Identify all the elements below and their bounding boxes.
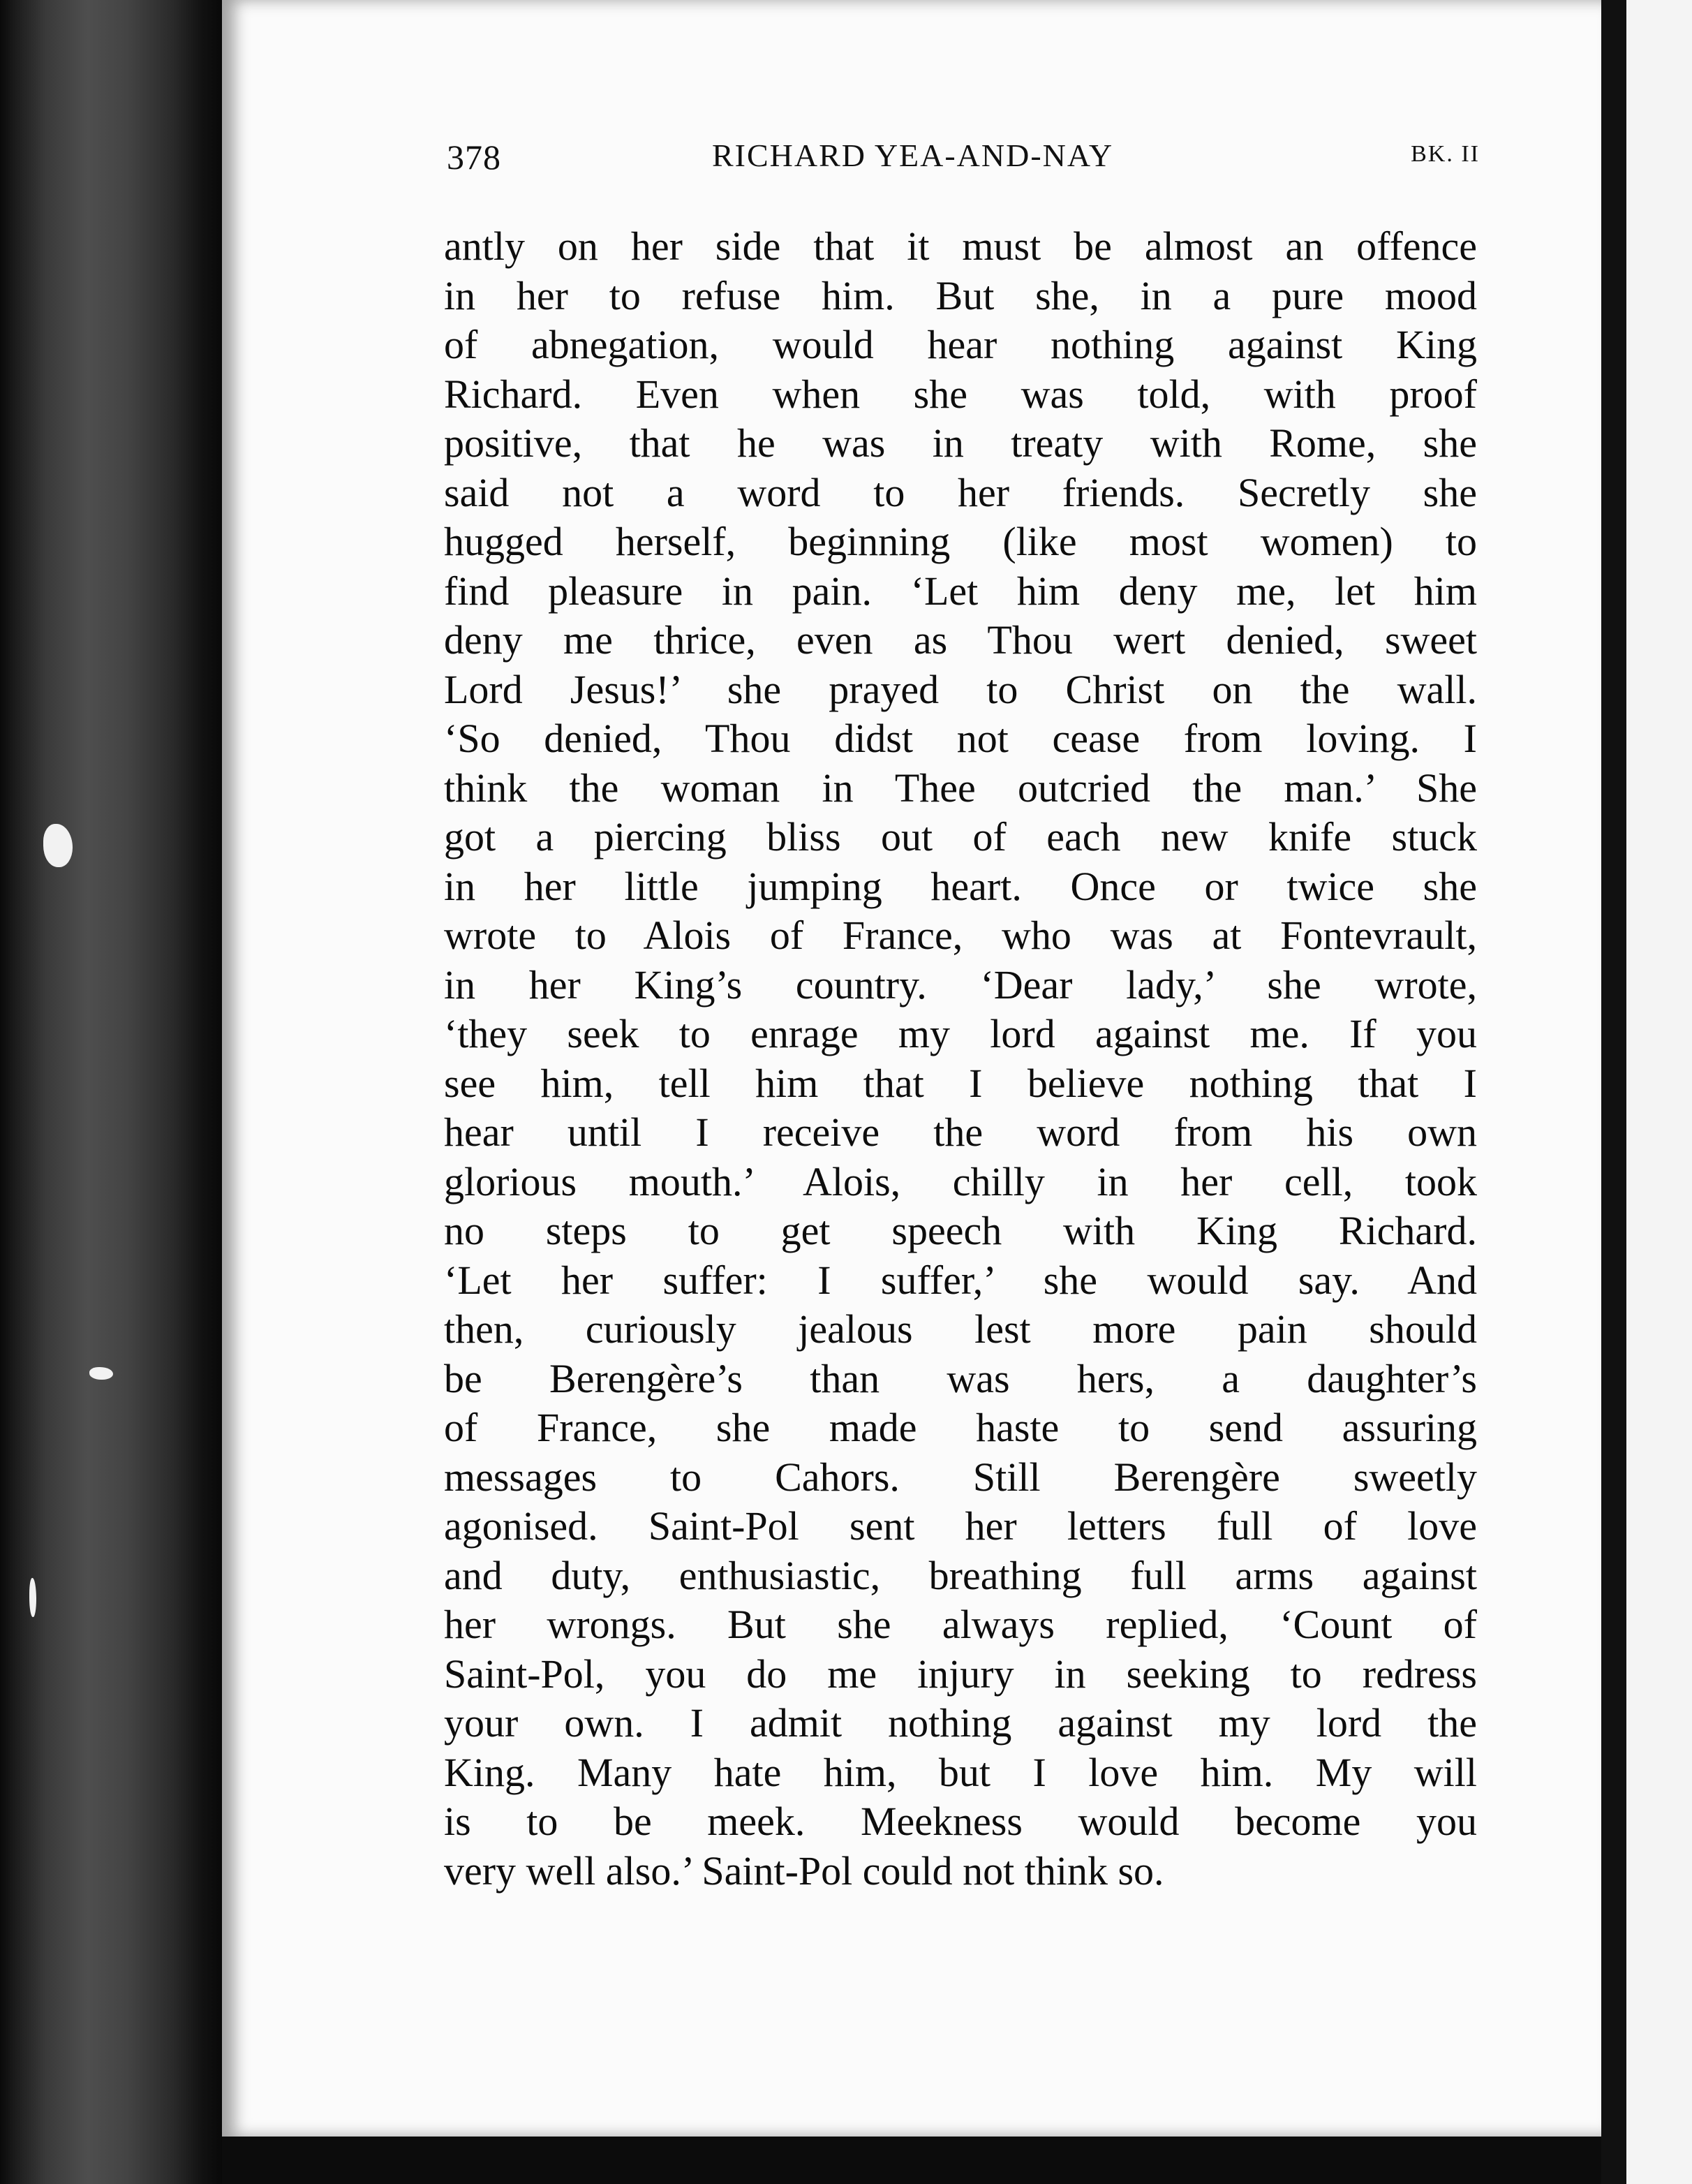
- text-line: of France, she made haste to send assuring: [444, 1405, 1477, 1450]
- text-line: Saint-Pol, you do me injury in seeking to redress: [444, 1651, 1477, 1697]
- text-line: of abnegation, would hear nothing against King: [444, 322, 1477, 367]
- text-line: in her King’s country. ‘Dear lady,’ she wrote,: [444, 961, 1477, 1008]
- text-line: positive, that he was in treaty with Rome, she: [444, 420, 1477, 466]
- text-line: then, curiously jealous lest more pain should: [444, 1306, 1477, 1352]
- text-line: think the woman in Thee outcried the man.’ She: [444, 765, 1477, 811]
- text-line: said not a word to her friends. Secretly she: [444, 469, 1477, 515]
- text-line: is to be meek. Meekness would become you: [444, 1799, 1477, 1844]
- text-line: in her little jumping heart. Once or twice she: [444, 863, 1477, 909]
- text-line: wrote to Alois of France, who was at Fontevrault,: [444, 913, 1477, 958]
- text-line: Lord Jesus!’ she prayed to Christ on the wall.: [444, 666, 1477, 712]
- page-number: 378: [447, 138, 501, 177]
- book-spine: [0, 0, 230, 2184]
- spine-blemish: [29, 1578, 36, 1617]
- text-line: glorious mouth.’ Alois, chilly in her cell, took: [444, 1158, 1477, 1204]
- text-line: in her to refuse him. But she, in a pure mood: [444, 272, 1477, 318]
- text-line: got a piercing bliss out of each new knife stuck: [444, 814, 1477, 859]
- text-line: agonised. Saint-Pol sent her letters full of love: [444, 1503, 1477, 1549]
- text-line: deny me thrice, even as Thou wert denied, sweet: [444, 617, 1477, 663]
- text-line: ‘So denied, Thou didst not cease from loving. I: [444, 716, 1477, 761]
- text-line: see him, tell him that I believe nothing that I: [444, 1060, 1477, 1106]
- running-title: RICHARD YEA-AND-NAY: [712, 138, 1114, 173]
- running-header: [447, 137, 1480, 186]
- text-line: and duty, enthusiastic, breathing full arms against: [444, 1552, 1477, 1598]
- spine-blemish: [89, 1367, 113, 1380]
- text-line: ‘they seek to enrage my lord against me. If you: [444, 1011, 1477, 1056]
- spine-blemish: [43, 824, 73, 867]
- text-line: her wrongs. But she always replied, ‘Count of: [444, 1602, 1477, 1647]
- body-text: [444, 222, 1477, 1896]
- text-line: hugged herself, beginning (like most women) to: [444, 519, 1477, 564]
- page-bottom-shadow: [222, 2137, 1601, 2184]
- text-line: King. Many hate him, but I love him. My will: [444, 1749, 1477, 1795]
- text-line: find pleasure in pain. ‘Let him deny me, let him: [444, 568, 1477, 614]
- text-line: very well also.’ Saint-Pol could not think so.: [444, 1847, 1164, 1894]
- text-line: ‘Let her suffer: I suffer,’ she would say. And: [444, 1257, 1477, 1303]
- text-line: be Berengère’s than was hers, a daughter’s: [444, 1355, 1477, 1401]
- text-line: no steps to get speech with King Richard.: [444, 1208, 1477, 1253]
- text-line: hear until I receive the word from his own: [444, 1109, 1477, 1155]
- text-line: antly on her side that it must be almost an offence: [444, 223, 1477, 269]
- text-line: your own. I admit nothing against my lord the: [444, 1700, 1477, 1746]
- facing-page-edge: [1626, 0, 1692, 2184]
- text-line: Richard. Even when she was told, with proof: [444, 371, 1477, 417]
- section-label: BK. II: [1411, 141, 1480, 167]
- text-line: messages to Cahors. Still Berengère sweetly: [444, 1454, 1477, 1500]
